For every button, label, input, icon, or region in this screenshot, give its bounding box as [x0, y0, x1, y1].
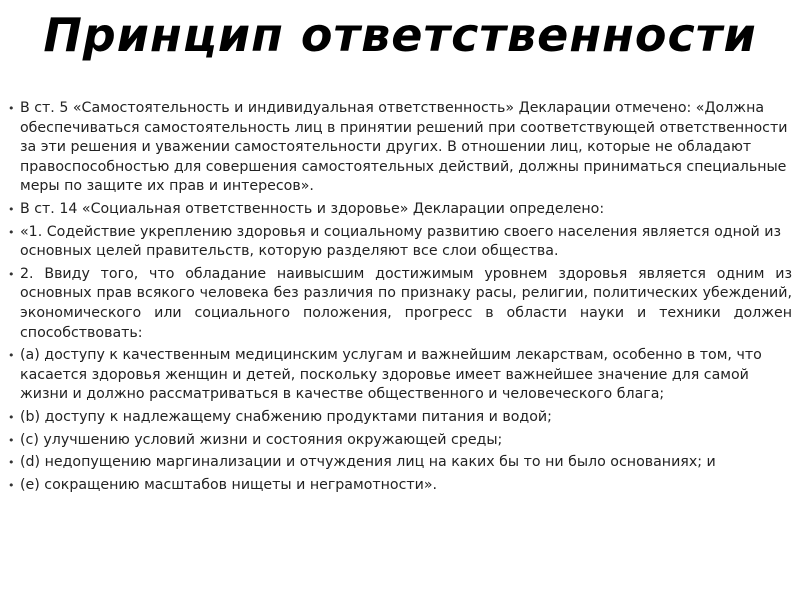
bullet-dot: • — [8, 202, 15, 216]
bullet-text: 2. Ввиду того, что обладание наивысшим достижимым уровнем здоровья является одним из основных прав всякого человека без различия по признаку расы, религии, политических убеждений, экономического или социального положения, прогресс в области науки и техники должен способствовать: — [20, 265, 792, 341]
bullet-dot: • — [8, 349, 15, 363]
bullet-text: «1. Содействие укреплению здоровья и социальному развитию своего населения является одной из основных целей правительств, которую разделяют все слои общества. — [20, 223, 782, 260]
bullet-item-point-d — [8, 453, 792, 473]
bullet-dot: • — [8, 433, 15, 447]
bullet-text: (b) доступу к надлежащему снабжению продуктами питания и водой; — [20, 408, 552, 425]
bullet-dot: • — [8, 410, 15, 424]
bullet-dot: • — [8, 267, 15, 281]
bullet-dot: • — [8, 225, 15, 239]
bullet-item-point-e — [8, 476, 792, 496]
bullet-dot: • — [8, 456, 15, 470]
bullet-text: (e) сокращению масштабов нищеты и неграмотности». — [20, 476, 438, 493]
bullet-text: В ст. 5 «Самостоятельность и индивидуальная ответственность» Декларации отмечено: «Должна обеспечиваться самостоятельность лиц в принятии решений при соответствующей ответственности за эти решения и уважении самостоятельности других. В отношении лиц, которые не обладают правоспособностью для совершения самостоятельных действий, должны приниматься специальные меры по защите их прав и интересов». — [20, 100, 788, 195]
bullet-dot: • — [8, 102, 15, 115]
bullet-text: В ст. 14 «Социальная ответственность и здоровье» Декларации определено: — [20, 200, 605, 217]
bullet-text: (d) недопущению маргинализации и отчуждения лиц на каких бы то ни было основаниях; и — [20, 454, 716, 471]
bullet-item-point-c — [8, 431, 792, 451]
bullet-text: (c) улучшению условий жизни и состояния окружающей среды; — [20, 431, 503, 448]
bullet-item-article-14 — [8, 200, 792, 220]
bullet-item-point-1 — [8, 223, 792, 262]
slide-title: Принцип ответственности — [43, 8, 757, 62]
bullet-text: (a) доступу к качественным медицинским услугам и важнейшим лекарствам, особенно в том, что касается здоровья женщин и детей, поскольку здоровье имеет важнейшее значение для самой жизни и должно рассматриваться в качестве общественного и человеческого блага; — [20, 347, 762, 403]
bullet-item-article-5 — [8, 99, 792, 197]
bullet-dot: • — [8, 478, 15, 492]
bullet-list — [8, 99, 792, 498]
bullet-item-point-2 — [8, 265, 792, 343]
bullet-item-point-b — [8, 408, 792, 428]
bullet-item-point-a — [8, 346, 792, 405]
